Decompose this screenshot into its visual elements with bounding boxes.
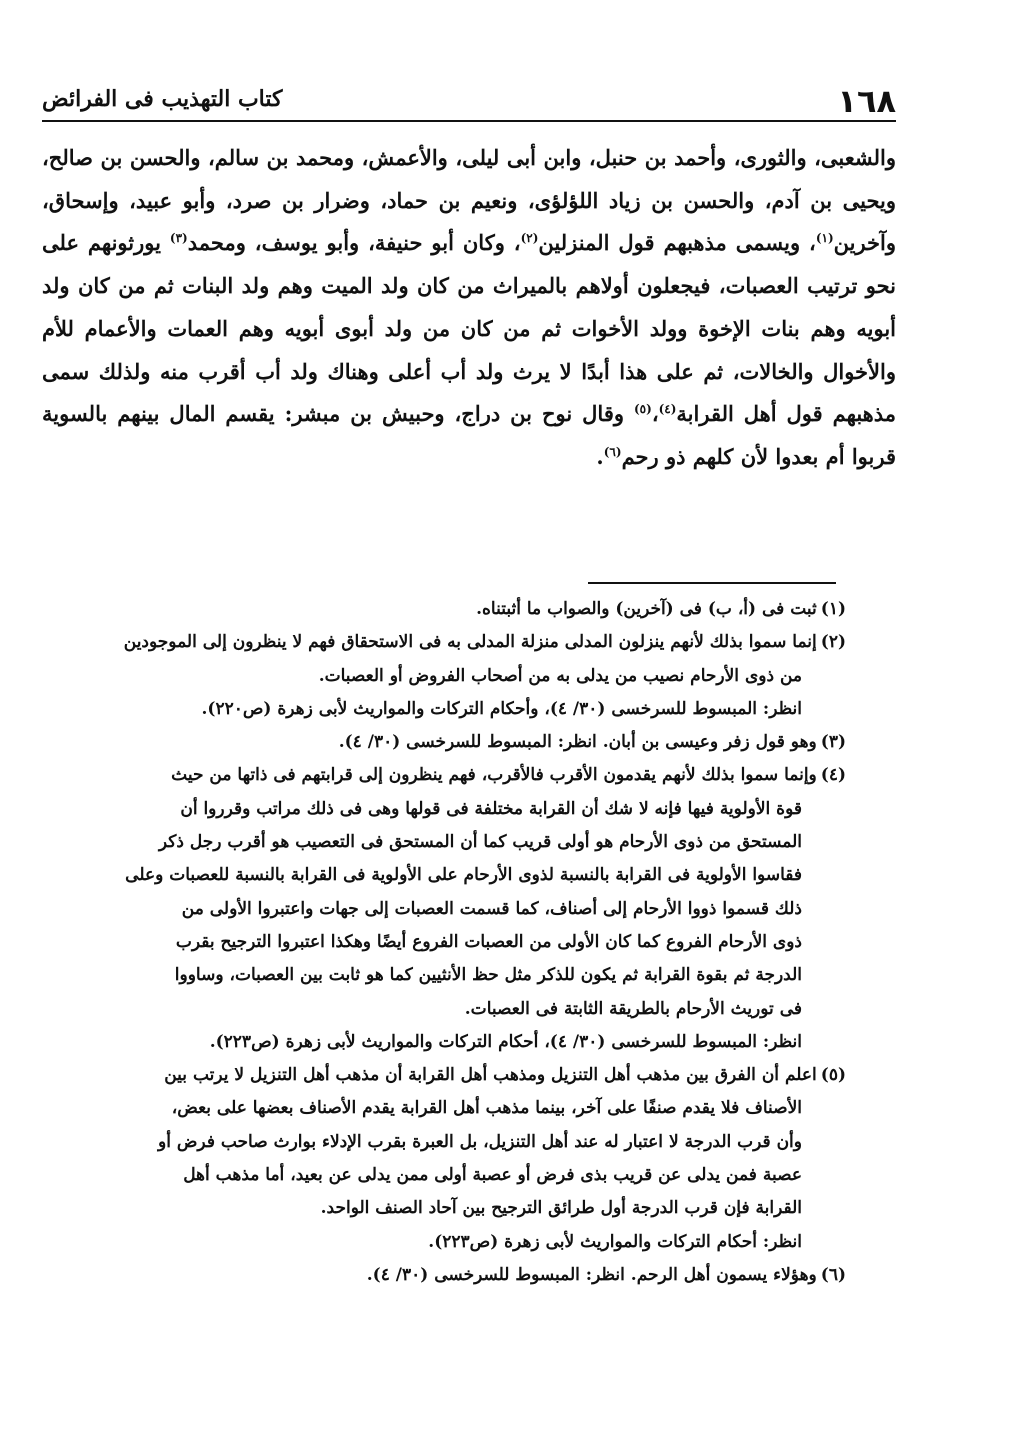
- footnote-line: ذلك قسموا ذووا الأرحام إلى أصناف، كما قسمت العصبات إلى جهات واعتبروا الأولى من: [181, 898, 802, 919]
- footnote-6: [42, 1259, 846, 1292]
- footnote-first-line: [42, 726, 846, 759]
- footnote-ref-3[interactable]: (٣): [169, 231, 188, 246]
- main-segment: يورثونهم على نحو ترتيب العصبات، فيجعلون أولاهم بالميراث من كان ولد الميت وهم ولد البنات ثم من كان ولد أبويه وهم بنات الإخوة وولد الأخوات ثم من كان من ولد أبوى أبويه وهم العمات والأعمام للأم والأخوال والخالات، ثم على هذا أبدًا لا يرث ولد أب أعلى وهناك ولد أب أقرب منه ولذلك سمى مذهبهم قول أهل القرابة: [42, 230, 896, 427]
- footnote-number: (٦): [820, 1264, 846, 1285]
- footnote-line: القرابة فإن قرب الدرجة أول طرائق الترجيح بين آحاد الصنف الواحد.: [320, 1198, 802, 1219]
- footnote-line: ذوى الأرحام الفروع كما كان الأولى من العصبات الفروع أيضًا وهكذا اعتبروا الترجيح بقرب: [175, 931, 802, 952]
- footnote-line: انظر: المبسوط للسرخسى (٣٠/ ٤)، أحكام التركات والمواريث لأبى زهرة (ص٢٢٣).: [209, 1031, 802, 1052]
- main-paragraph: [42, 137, 896, 479]
- footnote-5: [42, 1059, 846, 1259]
- footnote-number: (١): [820, 599, 846, 619]
- footnote-first-line: [42, 593, 846, 626]
- footnote-line: انظر: المبسوط للسرخسى (٣٠/ ٤)، وأحكام التركات والمواريث لأبى زهرة (ص٢٢٠).: [201, 698, 802, 719]
- running-title: كتاب التهذيب فى الفرائض: [42, 86, 283, 112]
- footnote-line: انظر: أحكام التركات والمواريث لأبى زهرة (ص٢٢٣).: [428, 1231, 802, 1252]
- footnote-separator: [588, 582, 836, 584]
- footnote-ref-5[interactable]: (٥): [633, 402, 652, 417]
- footnote-line: فقاسوا الأولوية فى القرابة بالنسبة لذوى الأرحام على الأولوية فى القرابة بالنسبة للعصبات وعلى: [125, 865, 802, 886]
- footnote-ref-4[interactable]: (٤): [658, 402, 677, 417]
- main-segment: ، ويسمى مذهبهم قول المنزلين: [538, 230, 816, 256]
- footnote-text: اعلم أن الفرق بين مذهب أهل التنزيل ومذهب أهل القرابة أن مذهب أهل التنزيل لا يرتب بين: [164, 1065, 817, 1086]
- main-text: [42, 137, 896, 479]
- page-header: [42, 78, 896, 122]
- footnote-4: [42, 759, 846, 1059]
- footnote-line: عصبة فمن يدلى عن قريب بذى فرض أو عصبة أولى ممن يدلى عن بعيد، أما مذهب أهل: [183, 1165, 802, 1186]
- footnote-3: [42, 726, 846, 759]
- footnote-number: (٥): [820, 1065, 846, 1086]
- footnote-line: فى توريث الأرحام بالطريقة الثابتة فى العصبات.: [464, 998, 802, 1019]
- footnote-text: وإنما سموا بذلك لأنهم يقدمون الأقرب فالأقرب، فهم ينظرون إلى قرابتهم فى ذاتها من حيث: [171, 765, 817, 786]
- footnote-ref-1[interactable]: (١): [815, 231, 834, 246]
- footnote-number: (٢): [820, 632, 846, 653]
- footnote-first-line: [42, 1259, 846, 1292]
- footnote-ref-6[interactable]: (٦): [603, 444, 622, 459]
- main-segment: وقال نوح بن دراج، وحبيش بن مبشر: يقسم المال بينهم بالسوية قربوا أم بعدوا لأن كلهم ذو رحم: [42, 401, 896, 469]
- main-segment: ،: [651, 401, 659, 427]
- footnote-ref-2[interactable]: (٢): [520, 231, 539, 246]
- footnote-text: وهؤلاء يسمون أهل الرحم. انظر: المبسوط للسرخسى (٣٠/ ٤).: [366, 1264, 817, 1285]
- footnote-first-line: [42, 759, 846, 792]
- footnote-first-line: [42, 626, 846, 659]
- footnotes: [42, 593, 846, 1292]
- footnote-first-line: [42, 1059, 846, 1092]
- header-rule: [42, 120, 896, 122]
- footnote-line: المستحق من ذوى الأرحام هو أولى قريب كما أن المستحق فى التعصيب هو أقرب رجل ذكر: [158, 832, 802, 853]
- footnote-line: من ذوى الأرحام نصيب من يدلى به من أصحاب الفروض أو العصبات.: [318, 665, 802, 686]
- footnote-text: إنما سموا بذلك لأنهم ينزلون المدلى منزلة المدلى به فى الاستحقاق فهم لا ينظرون إلى الموجودين: [123, 632, 817, 653]
- footnote-line: قوة الأولوية فيها فإنه لا شك أن القرابة مختلفة فى قولها وهى فى ذلك مراتب وقرروا أن: [180, 798, 802, 819]
- footnote-1: [42, 593, 846, 626]
- main-segment: .: [596, 443, 604, 469]
- footnote-number: (٣): [820, 732, 846, 753]
- footnote-2: [42, 626, 846, 726]
- footnote-number: (٤): [820, 765, 846, 786]
- footnote-text: وهو قول زفر وعيسى بن أبان. انظر: المبسوط للسرخسى (٣٠/ ٤).: [338, 732, 817, 753]
- main-segment: ، وكان أبو حنيفة، وأبو يوسف، ومحمد: [187, 230, 521, 256]
- footnote-line: الدرجة ثم بقوة القرابة ثم يكون للذكر مثل حظ الأنثيين كما هو ثابت بين العصبات، وساووا: [174, 965, 802, 986]
- footnote-line: وأن قرب الدرجة لا اعتبار له عند أهل التنزيل، بل العبرة بقرب الإدلاء بوارث صاحب فرض أو: [158, 1131, 802, 1152]
- main-segment: والشعبى، والثورى، وأحمد بن حنبل، وابن أبى ليلى، والأعمش، ومحمد بن سالم، والحسن بن صالح، ويحيى بن آدم، والحسن بن زياد اللؤلؤى، ونعيم بن حماد، وضرار بن صرد، وأبو عبيد، وإسحاق، وآخرين: [42, 145, 897, 256]
- footnote-text: ثبت فى (أ، ب) فى (آخرين) والصواب ما أثبتناه.: [476, 599, 817, 619]
- footnote-line: الأصناف فلا يقدم صنفًا على آخر، بينما مذهب أهل القرابة يقدم الأصناف بعضها على بعض،: [171, 1098, 802, 1119]
- page-number: ١٦٨: [837, 82, 896, 120]
